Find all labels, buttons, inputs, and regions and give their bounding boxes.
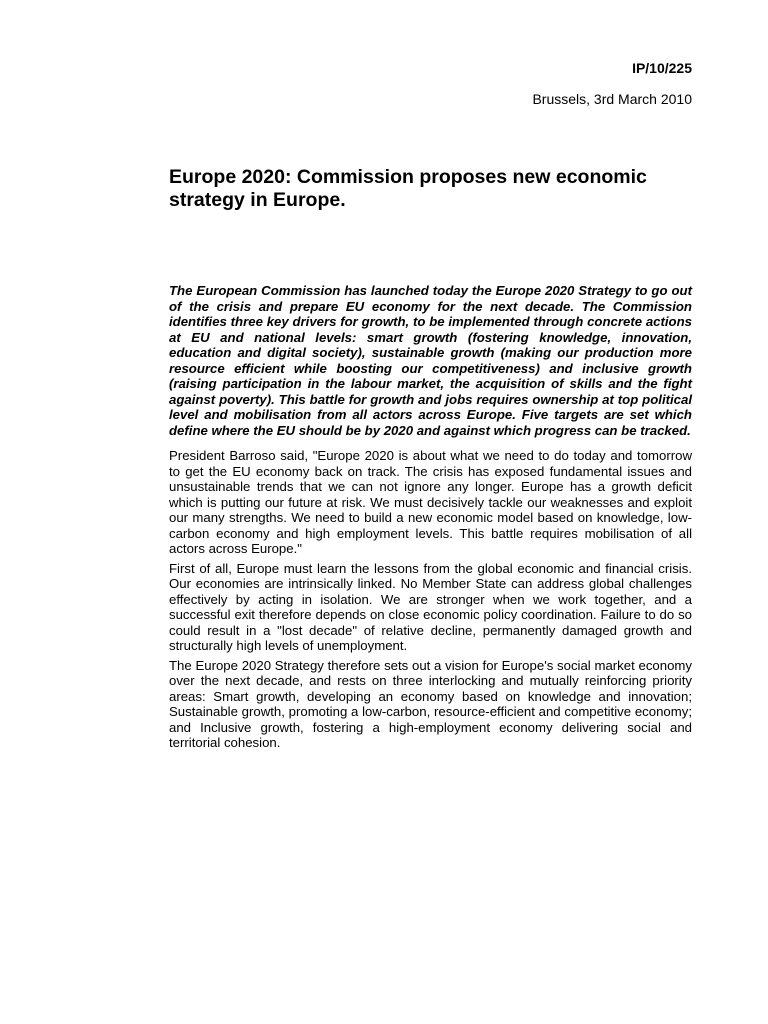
body-paragraph-1: President Barroso said, "Europe 2020 is about what we need to do today and tomorrow to get the EU economy back on track. The crisis has exposed fundamental issues and unsustainable trends that we can not ignore any longer. Europe has a growth deficit which is putting our future at risk. We must decisively tackle our weaknesses and exploit our many strengths. We need to build a new economic model based on knowledge, low-carbon economy and high employment levels. This battle requires mobilisation of all actors across Europe." [169,448,692,556]
dateline: Brussels, 3rd March 2010 [532,91,692,107]
body-paragraph-3: The Europe 2020 Strategy therefore sets out a vision for Europe's social market economy over the next decade, and rests on three interlocking and mutually reinforcing priority areas: Smart growth, developing an economy based on knowledge and innovation; Sustainable growth, promoting a low-carbon, resource-efficient and competitive economy; and Inclusive growth, fostering a high-employment economy delivering social and territorial cohesion. [169,657,692,750]
page-title: Europe 2020: Commission proposes new economic strategy in Europe. [169,166,647,211]
body-paragraph-2: First of all, Europe must learn the lessons from the global economic and financial crisis. Our economies are intrinsically linked. No Member State can address global challenges effectively by acting in isolation. We are stronger when we work together, and a successful exit therefore depends on close economic policy coordination. Failure to do so could result in a "lost decade" of relative decline, permanently damaged growth and structurally high levels of unemployment. [169,560,692,653]
article-body [169,283,692,755]
lead-paragraph: The European Commission has launched today the Europe 2020 Strategy to go out of the crisis and prepare EU economy for the next decade. The Commission identifies three key drivers for growth, to be implemented through concrete actions at EU and national levels: smart growth (fostering knowledge, innovation, education and digital society), sustainable growth (making our production more resource efficient while boosting our competitiveness) and inclusive growth (raising participation in the labour market, the acquisition of skills and the fight against poverty). This battle for growth and jobs requires ownership at top political level and mobilisation from all actors across Europe. Five targets are set which define where the EU should be by 2020 and against which progress can be tracked. [169,283,692,438]
press-release-reference: IP/10/225 [632,60,692,76]
